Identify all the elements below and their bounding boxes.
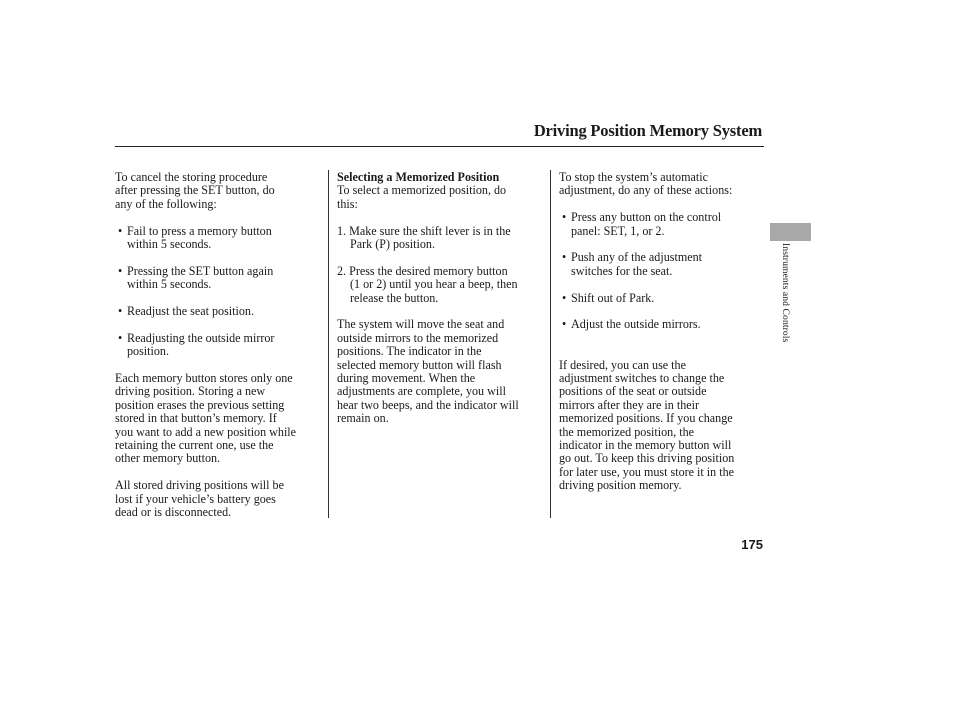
text-line: selected memory button will flash xyxy=(337,357,502,372)
list-item xyxy=(559,251,761,278)
text-line: the memorized position, the xyxy=(559,424,695,439)
text-line: adjustment, do any of these actions: xyxy=(559,183,733,198)
text-line: • Pressing the SET button again xyxy=(127,263,274,278)
text-line: within 5 seconds. xyxy=(127,237,212,252)
list-item xyxy=(115,265,321,292)
list-item xyxy=(115,332,321,359)
column-stop-adjustment xyxy=(559,171,761,493)
text-line: The system will move the seat and xyxy=(337,317,505,332)
paragraph xyxy=(115,372,321,466)
text-line: • Push any of the adjustment xyxy=(571,250,702,265)
text-line: indicator in the memory button will xyxy=(559,438,732,453)
text-line: driving position memory. xyxy=(559,478,682,493)
list-item xyxy=(559,292,761,305)
page-title: Driving Position Memory System xyxy=(533,121,762,140)
text-line: positions of the seat or outside xyxy=(559,384,707,399)
column-select-position xyxy=(337,171,545,426)
list-item xyxy=(115,225,321,252)
text-line: dead or is disconnected. xyxy=(115,505,232,520)
text-line: switches for the seat. xyxy=(571,263,673,278)
text-line: • Press any button on the control xyxy=(571,210,722,225)
text-line: hear two beeps, and the indicator will xyxy=(337,397,519,412)
text-line: To select a memorized position, do xyxy=(337,183,507,198)
text-line: memorized positions. If you change xyxy=(559,411,733,426)
section-tab-label: Instruments and Controls xyxy=(780,243,791,343)
text-line: • Adjust the outside mirrors. xyxy=(571,317,701,332)
text-line: panel: SET, 1, or 2. xyxy=(571,223,665,238)
text-line: for later use, you must store it in the xyxy=(559,464,734,479)
text-line: mirrors after they are in their xyxy=(559,397,700,412)
text-line: To cancel the storing procedure xyxy=(115,170,268,184)
list-item xyxy=(559,211,761,238)
text-line: release the button. xyxy=(350,290,439,305)
text-line: • Shift out of Park. xyxy=(571,290,655,305)
text-line: go out. To keep this driving position xyxy=(559,451,735,466)
text-line: position erases the previous setting xyxy=(115,397,285,412)
paragraph xyxy=(337,318,545,425)
text-line: Each memory button stores only one xyxy=(115,371,293,386)
column-divider xyxy=(550,170,551,518)
text-line: other memory button. xyxy=(115,451,221,466)
text-line: • Fail to press a memory button xyxy=(127,223,272,238)
text-line: within 5 seconds. xyxy=(127,277,212,292)
paragraph xyxy=(115,479,321,519)
list-item xyxy=(559,318,761,331)
text-line: this: xyxy=(337,196,358,211)
section-heading: Selecting a Memorized Position xyxy=(337,170,500,184)
text-line: lost if your vehicle’s battery goes xyxy=(115,491,276,506)
text-line: you want to add a new position while xyxy=(115,424,297,439)
list-item xyxy=(337,225,545,252)
column-cancel-storing xyxy=(115,171,321,519)
text-line: stored in that button’s memory. If xyxy=(115,411,277,426)
text-line: during movement. When the xyxy=(337,371,476,386)
text-line: • Readjusting the outside mirror xyxy=(127,330,275,345)
text-line: (1 or 2) until you hear a beep, then xyxy=(350,277,518,292)
text-line: adjustments are complete, you will xyxy=(337,384,506,399)
section-tab xyxy=(770,223,811,241)
text-line: Park (P) position. xyxy=(350,237,435,252)
text-line: adjustment switches to change the xyxy=(559,371,725,385)
text-line: positions. The indicator in the xyxy=(337,344,482,359)
page-number: 175 xyxy=(741,537,763,552)
text-line: 1. Make sure the shift lever is in the xyxy=(337,223,511,238)
list-item xyxy=(337,265,545,305)
text-line: All stored driving positions will be xyxy=(115,478,284,493)
text-line: driving position. Storing a new xyxy=(115,384,266,399)
text-line: • Readjust the seat position. xyxy=(127,304,254,319)
text-line: To stop the system’s automatic xyxy=(559,170,708,184)
text-line: 2. Press the desired memory button xyxy=(337,263,508,278)
text-line: any of the following: xyxy=(115,196,217,211)
text-line: remain on. xyxy=(337,411,389,426)
text-line: after pressing the SET button, do xyxy=(115,183,275,198)
text-line: retaining the current one, use the xyxy=(115,438,274,453)
title-rule xyxy=(115,146,764,147)
text-line: position. xyxy=(127,344,169,359)
list-item xyxy=(115,305,321,318)
column-divider xyxy=(328,170,329,518)
text-line: If desired, you can use the xyxy=(559,357,686,372)
paragraph xyxy=(559,359,761,493)
text-line: outside mirrors to the memorized xyxy=(337,330,499,345)
